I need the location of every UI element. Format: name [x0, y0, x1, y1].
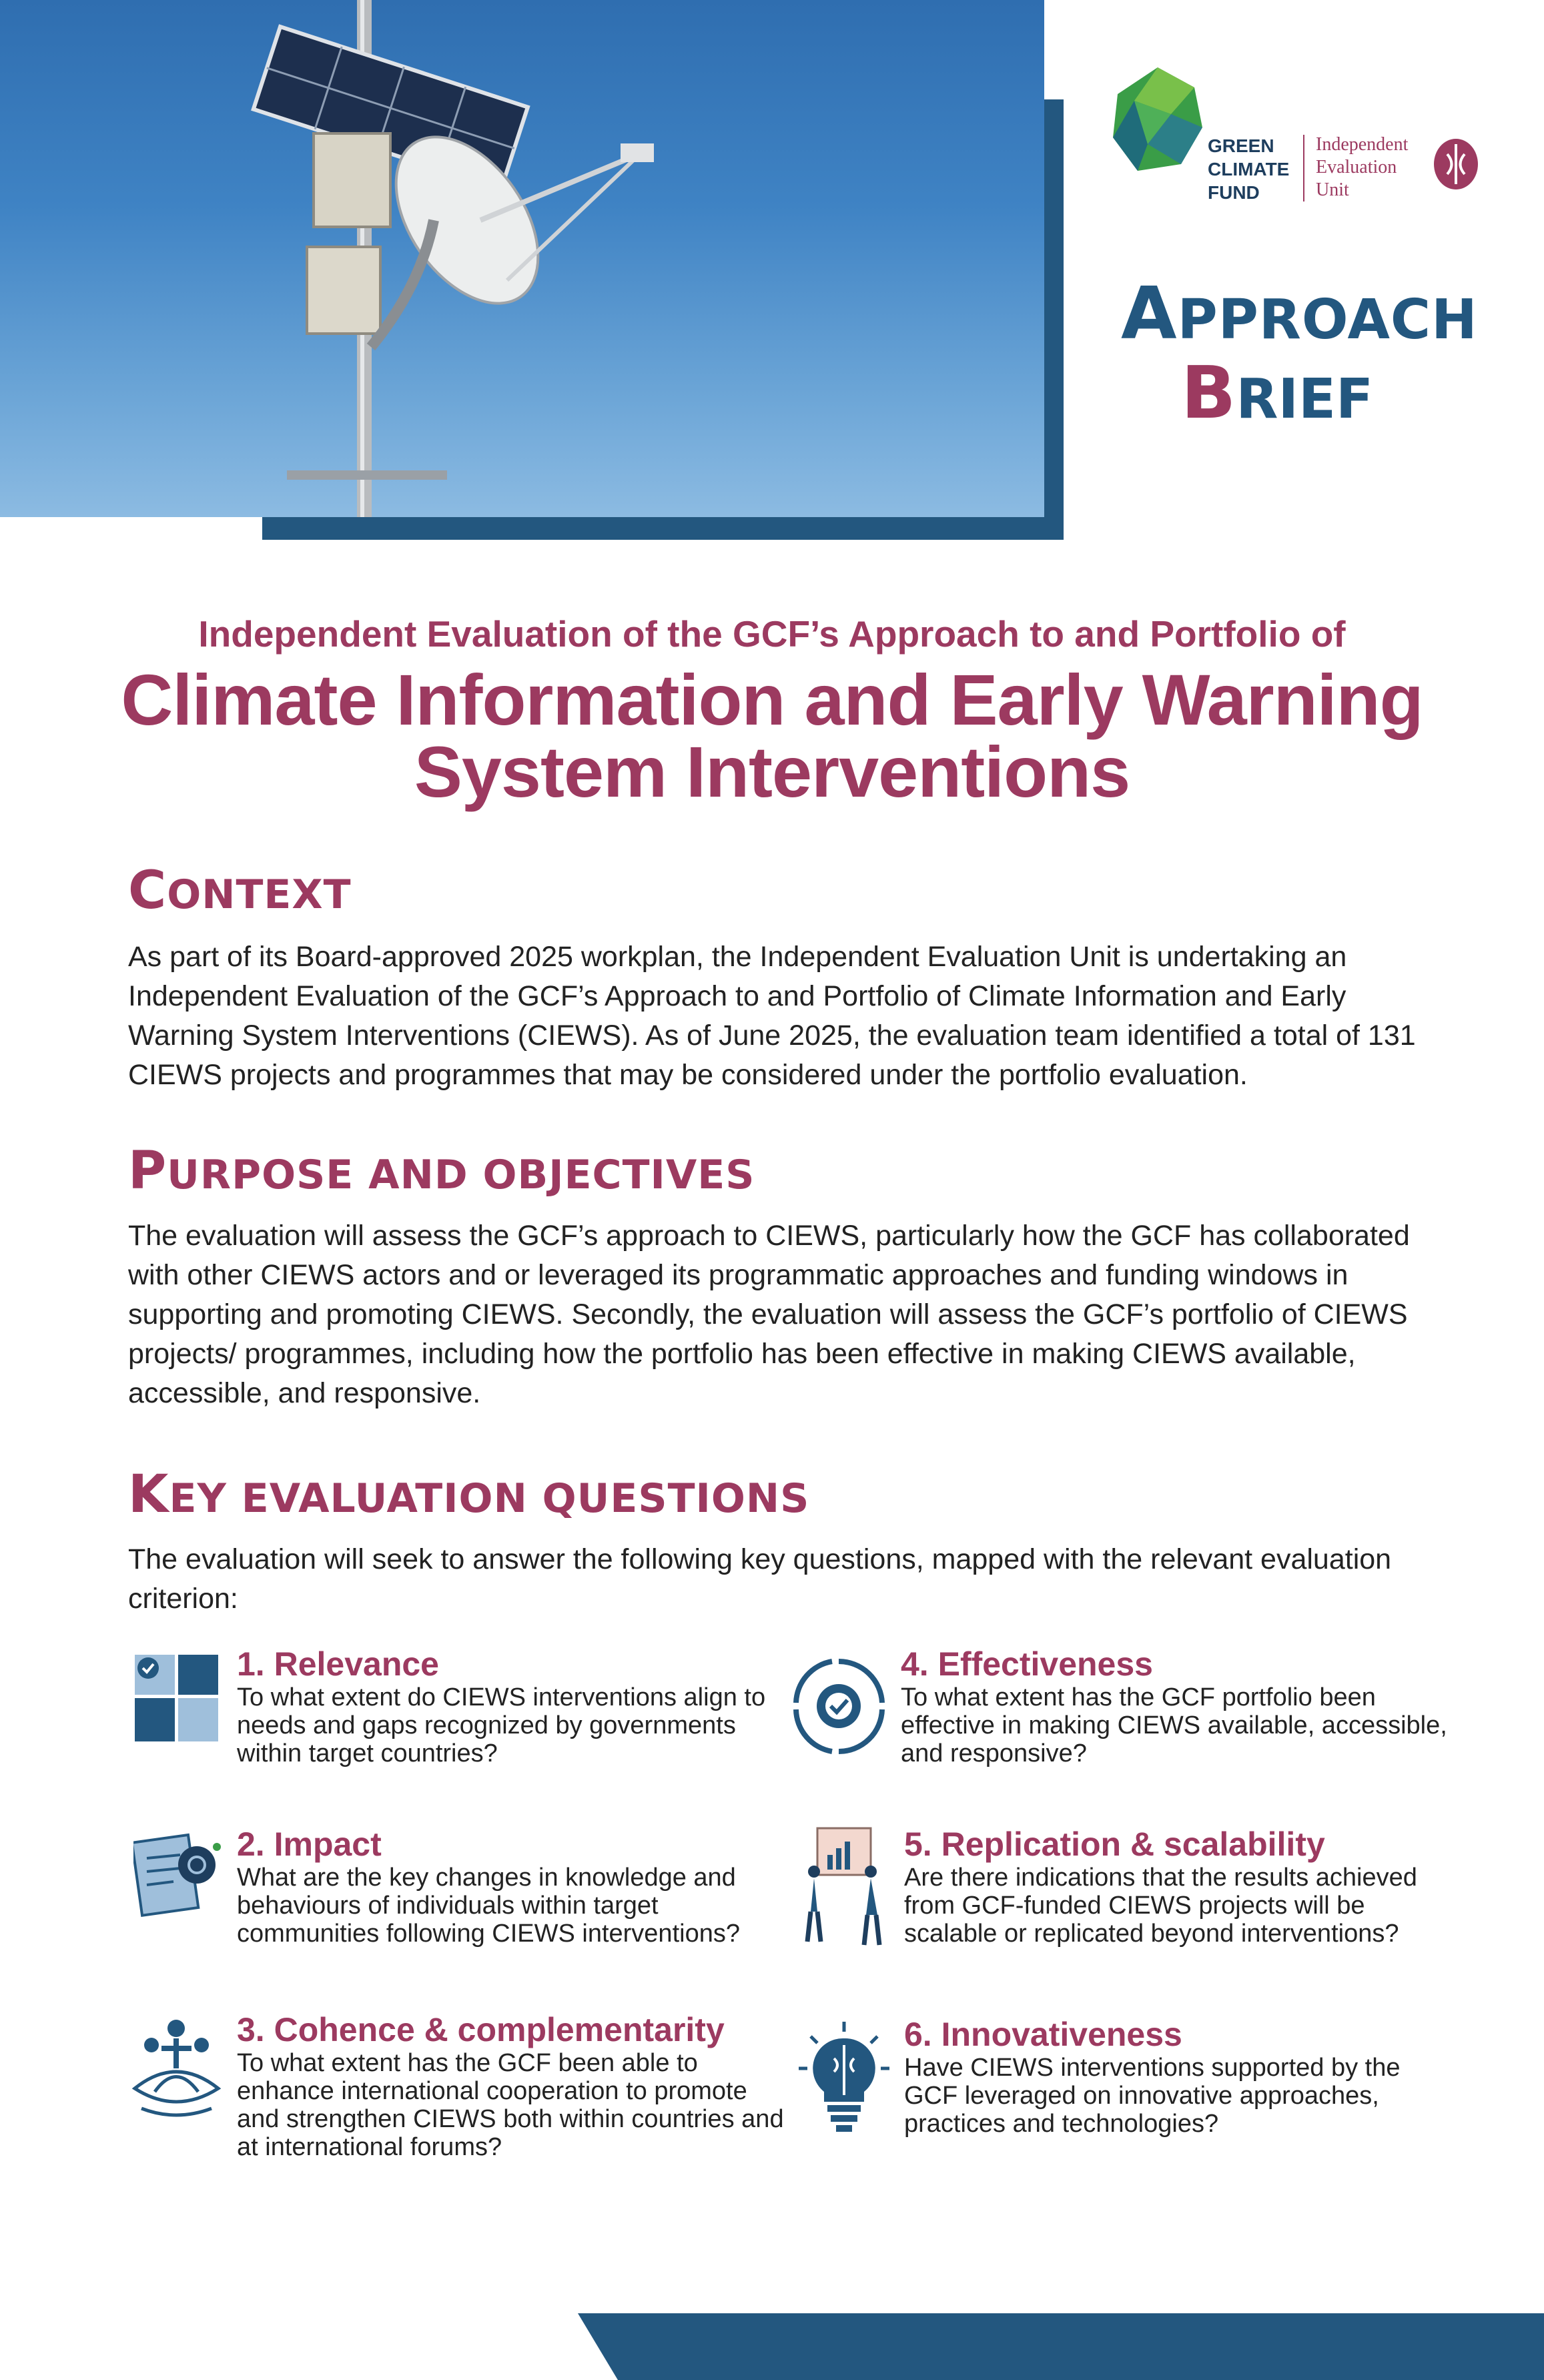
purpose-heading: PURPOSE AND OBJECTIVES: [128, 1141, 755, 1201]
question-title: 2. Impact: [237, 1826, 382, 1863]
question-text: What are the key changes in knowledge and behaviours of individuals within target communities following CIEWS interventions?: [237, 1864, 740, 1948]
logo-separator: [1303, 135, 1304, 202]
question-title: 3. Cohence & complementarity: [237, 2011, 725, 2048]
hero-photo: [0, 0, 1044, 517]
question-title: 5. Replication & scalability: [904, 1826, 1325, 1863]
lotus-people-icon: [128, 2015, 225, 2122]
logo-word-climate: CLIMATE: [1208, 159, 1290, 179]
title-line-2: System Interventions: [414, 731, 1130, 812]
question-text: Have CIEWS interventions supported by the GCF leveraged on innovative approaches, practices and technologies?: [904, 2054, 1401, 2138]
question-text: To what extent has the GCF portfolio been effective in making CIEWS available, accessible, and responsive?: [901, 1683, 1447, 1767]
logo-word-unit: Unit: [1316, 179, 1349, 200]
logo-word-evaluation: Evaluation: [1316, 157, 1397, 177]
question-coherence: [237, 2010, 791, 2161]
question-title: 6. Innovativeness: [904, 2016, 1182, 2053]
question-innovativeness: [904, 2015, 1458, 2138]
ieu-emblem-icon: [1433, 137, 1479, 191]
logo-word-fund: FUND: [1208, 182, 1260, 203]
gcf-wordmark: [1208, 134, 1289, 204]
questions-heading: KEY EVALUATION QUESTIONS: [128, 1465, 810, 1525]
context-body: As part of its Board-approved 2025 workplan, the Independent Evaluation Unit is undertaking an Independent Evaluation of the GCF’s Approach to and Portfolio of Climate Information and Early Warning System Interventions (CIEWS). As of June 2025, the evaluation team identified a total of 131 CIEWS projects and programmes that may be considered under the portfolio evaluation.: [128, 941, 1416, 1091]
question-effectiveness: [901, 1645, 1455, 1767]
document-supertitle: Independent Evaluation of the GCF’s Approach to and Portfolio of: [198, 613, 1346, 655]
question-text: To what extent has the GCF been able to enhance international cooperation to promote and strengthen CIEWS both within countries and at international forums?: [237, 2049, 784, 2161]
logo-word-green: GREEN: [1208, 135, 1274, 156]
questions-intro: The evaluation will seek to answer the following key questions, mapped with the relevant evaluation criterion:: [128, 1543, 1392, 1615]
question-title: 4. Effectiveness: [901, 1645, 1153, 1683]
question-text: Are there indications that the results achieved from GCF-funded CIEWS projects will be scalable or replicated beyond interventions?: [904, 1864, 1417, 1948]
weather-station-illustration: [0, 0, 1044, 517]
gear-check-icon: [791, 1655, 887, 1758]
logo-word-independent: Independent: [1316, 134, 1409, 155]
title-line-1: Climate Information and Early Warning: [121, 659, 1423, 740]
approach-brief-label: APPROACH BRIEF: [1121, 272, 1478, 435]
question-impact: [237, 1825, 791, 1948]
document-title: [0, 659, 1544, 812]
gcf-logo: [1108, 64, 1481, 218]
presentation-icon: [794, 1825, 894, 1952]
puzzle-icon: [128, 1651, 225, 1755]
question-title: 1. Relevance: [237, 1645, 439, 1683]
purpose-body: The evaluation will assess the GCF’s approach to CIEWS, particularly how the GCF has collaborated with other CIEWS actors and or leveraged its programmatic approaches and funding windows in supporting and promoting CIEWS. Secondly, the evaluation will assess the GCF’s portfolio of CIEWS projects/ programmes, including how the portfolio has been effective in making CIEWS available, accessible, and responsive.: [128, 1220, 1410, 1409]
ieu-wordmark: [1316, 133, 1408, 202]
lightbulb-brain-icon: [797, 2022, 891, 2135]
green-climate-fund-globe-icon: [1108, 64, 1208, 177]
question-relevance: [237, 1645, 791, 1767]
question-replication: [904, 1825, 1458, 1948]
question-text: To what extent do CIEWS interventions align to needs and gaps recognized by governments within target countries?: [237, 1683, 766, 1767]
document-icon: [133, 1828, 227, 1922]
context-heading: CONTEXT: [128, 861, 352, 921]
